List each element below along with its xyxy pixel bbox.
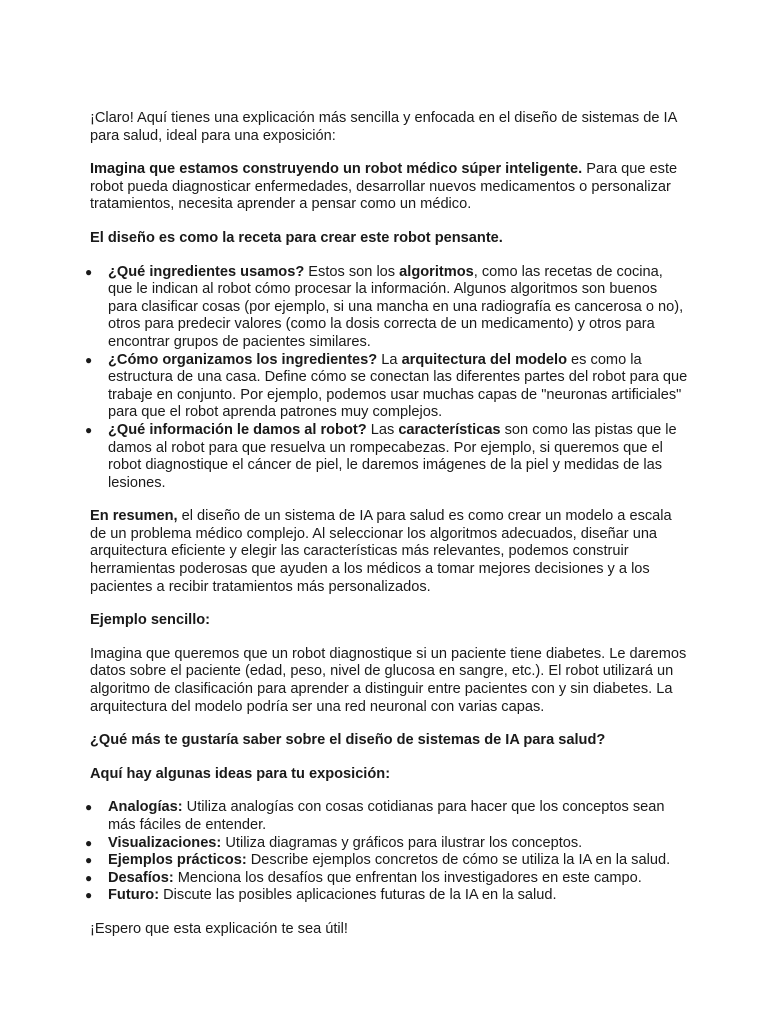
design-heading <box>90 230 690 248</box>
list-item <box>85 351 690 422</box>
bullet-icon: ● <box>85 853 93 868</box>
list-item-question: ¿Cómo organizamos los ingredientes? <box>108 351 378 368</box>
list-item-question: ¿Qué información le damos al robot? <box>108 421 367 438</box>
bullet-icon: ● <box>85 352 93 367</box>
list-item <box>85 852 690 870</box>
idea-label: Ejemplos prácticos: <box>108 852 247 869</box>
example-heading-text: Ejemplo sencillo: <box>90 612 211 629</box>
list-item-text: La <box>377 351 402 368</box>
list-item-keyword: características <box>398 421 501 438</box>
summary-bold: En resumen, <box>90 508 178 525</box>
summary-paragraph <box>90 508 690 596</box>
idea-text: Discute las posibles aplicaciones futuras de la IA en la salud. <box>159 887 557 904</box>
list-item <box>85 887 690 905</box>
bullet-icon: ● <box>85 870 93 885</box>
question-heading <box>90 732 690 750</box>
robot-paragraph-bold: Imagina que estamos construyendo un robot médico súper inteligente. <box>90 161 583 178</box>
list-item-keyword: arquitectura del modelo <box>401 351 567 368</box>
bullet-icon: ● <box>85 264 93 279</box>
idea-label: Futuro: <box>108 887 160 904</box>
closing-paragraph: ¡Espero que esta explicación te sea útil! <box>90 920 348 937</box>
idea-label: Desafíos: <box>108 869 174 886</box>
summary-text: el diseño de un sistema de IA para salud es como crear un modelo a escala de un problema médico complejo. Al seleccionar los algoritmos adecuados, diseñar una arquitectura eficiente y elegir las características más relevantes, podemos construir herramientas poderosas que ayuden a los médicos a tomar mejores decisiones y a los pacientes a recibir tratamientos más personalizados. <box>90 508 672 595</box>
robot-paragraph-text: Para que este robot pueda diagnosticar enfermedades, desarrollar nuevos medicamentos o personalizar tratamientos, necesita aprender a pensar como un médico. <box>90 161 678 213</box>
list-item-text: es como la estructura de una casa. Define cómo se conectan las diferentes partes del robot para que trabaje en conjunto. Por ejemplo, podemos usar muchas capas de "neuronas artificiales" para que el robot aprenda patrones muy complejos. <box>108 351 688 421</box>
list-item-text: son como las pistas que le damos al robot para que resuelva un rompecabezas. Por ejemplo, si queremos que el robot diagnostique el cáncer de piel, le daremos imágenes de la piel y medidas de las lesiones. <box>108 421 677 491</box>
ideas-heading-text: Aquí hay algunas ideas para tu exposición: <box>90 765 391 782</box>
robot-paragraph <box>90 161 690 214</box>
idea-text: Describe ejemplos concretos de cómo se utiliza la IA en la salud. <box>246 852 671 869</box>
list-item-question: ¿Qué ingredientes usamos? <box>108 263 305 280</box>
ideas-list <box>85 799 690 905</box>
list-item-text: Estos son los <box>304 263 400 280</box>
document-body <box>85 110 690 939</box>
bullet-icon: ● <box>85 800 93 815</box>
bullet-icon: ● <box>85 422 93 437</box>
design-list <box>85 263 690 493</box>
example-paragraph: Imagina que queremos que un robot diagnostique si un paciente tiene diabetes. Le daremos datos sobre el paciente (edad, peso, nivel de glucosa en sangre, etc.). El robot utilizará un algoritmo de clasificación para aprender a distinguir entre pacientes con y sin diabetes. La arquitectura del modelo podría ser una red neuronal con varias capas. <box>90 645 687 715</box>
intro-paragraph: ¡Claro! Aquí tienes una explicación más sencilla y enfocada en el diseño de sistemas de IA para salud, ideal para una exposición: <box>90 110 677 144</box>
list-item <box>85 834 690 853</box>
idea-text: Menciona los desafíos que enfrentan los investigadores en este campo. <box>173 869 642 886</box>
idea-label: Analogías: <box>108 799 183 816</box>
list-item <box>85 263 690 352</box>
idea-text: Utiliza analogías con cosas cotidianas para hacer que los conceptos sean más fáciles de entender. <box>108 799 665 833</box>
bullet-icon: ● <box>85 835 93 850</box>
list-item-text: Las <box>366 421 399 438</box>
idea-text: Utiliza diagramas y gráficos para ilustrar los conceptos. <box>221 834 583 851</box>
design-heading-text: El diseño es como la receta para crear este robot pensante. <box>90 229 503 246</box>
list-item <box>85 421 690 492</box>
bullet-icon: ● <box>85 888 93 903</box>
list-item-text: , como las recetas de cocina, que le indican al robot cómo procesar la información. Algunos algoritmos son buenos para clasificar cosas (por ejemplo, si una mancha en una radiografía es cancerosa o no), otros para predecir valores (como la dosis correcta de un medicamento) y otros para encontrar grupos de pacientes similares. <box>108 263 684 350</box>
list-item <box>85 799 690 834</box>
list-item-keyword: algoritmos <box>399 263 474 280</box>
question-heading-text: ¿Qué más te gustaría saber sobre el diseño de sistemas de IA para salud? <box>90 732 606 749</box>
example-heading <box>90 612 690 630</box>
ideas-heading <box>90 766 690 784</box>
idea-label: Visualizaciones: <box>108 834 222 851</box>
list-item <box>85 869 690 888</box>
